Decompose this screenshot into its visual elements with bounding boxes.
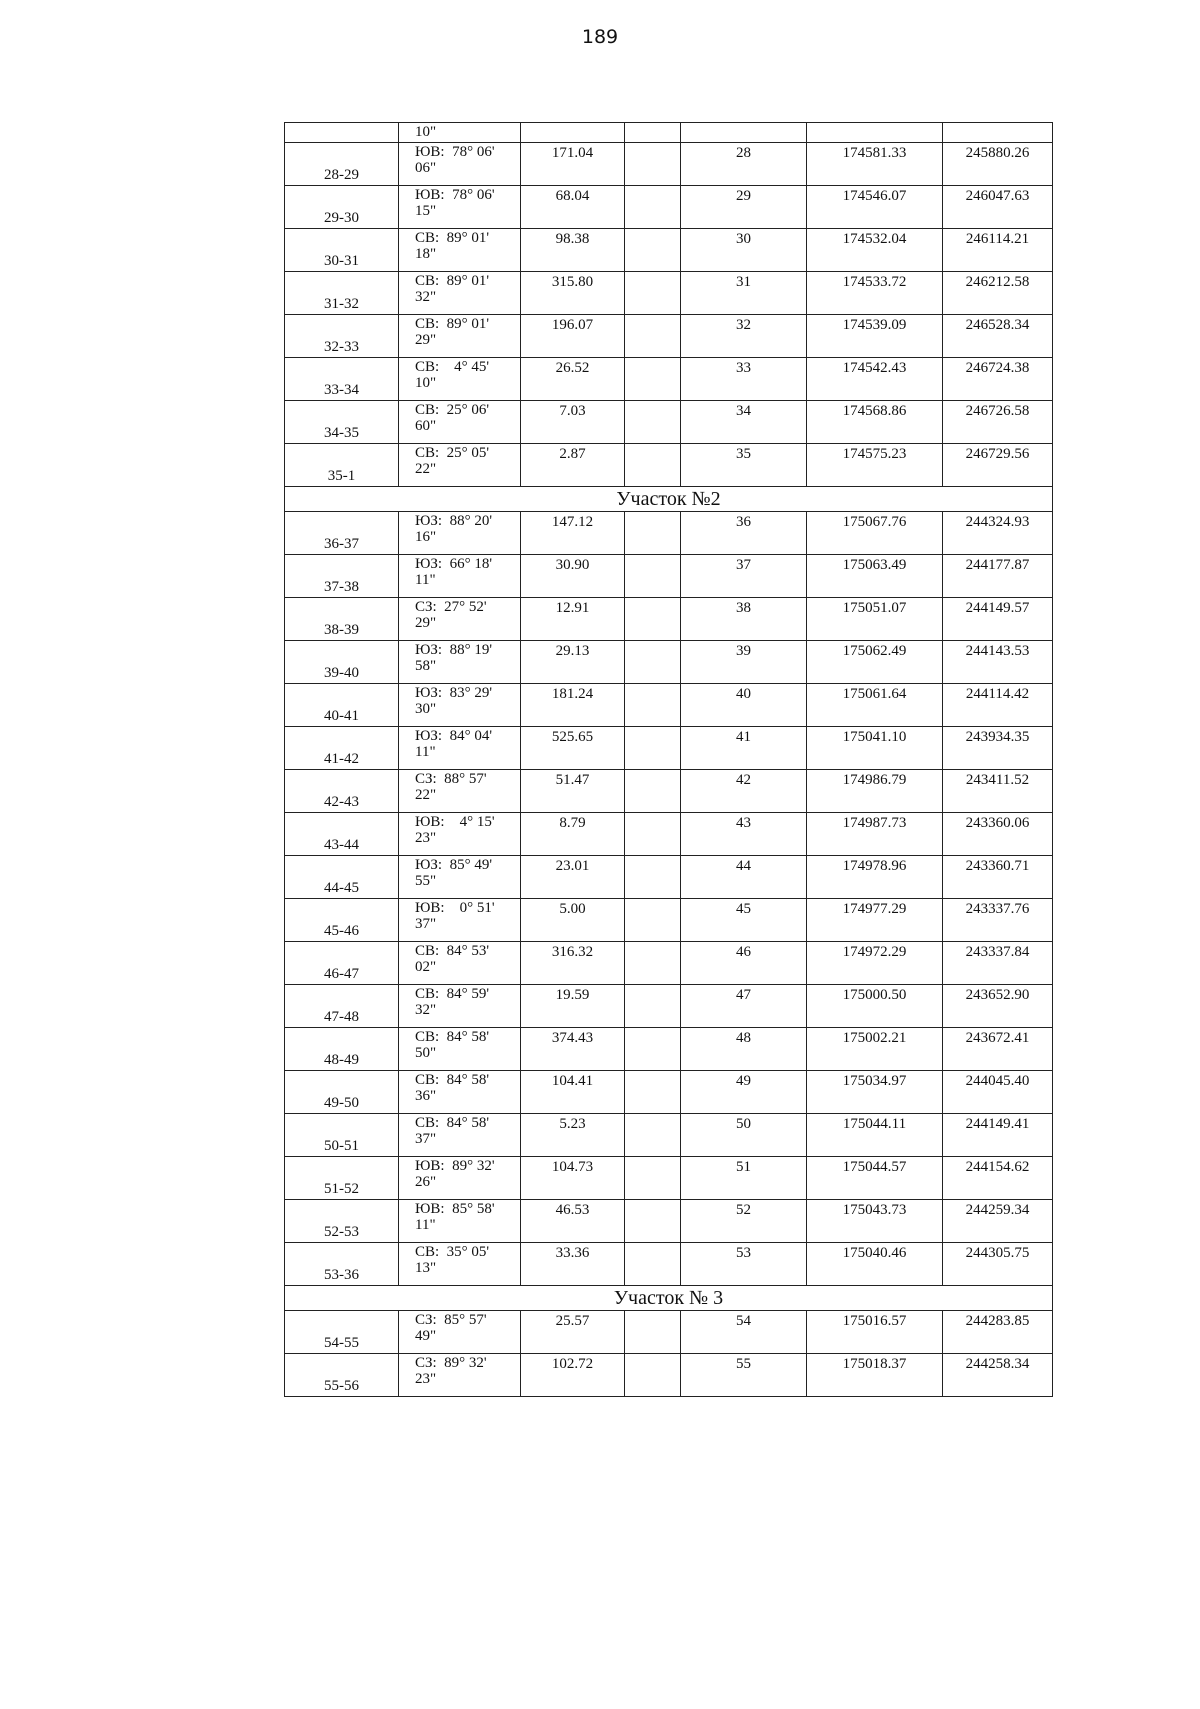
- bearing-angle: ЮВ: 85° 58': [415, 1201, 495, 1217]
- bearing-cell: [399, 315, 521, 358]
- section-header-row: [285, 1286, 1053, 1311]
- length-cell: 33.36: [521, 1243, 625, 1286]
- bearing-angle: ЮЗ: 66° 18': [415, 556, 493, 572]
- table-row: [285, 899, 1053, 942]
- point-cell: 55: [681, 1354, 807, 1397]
- length-cell: 181.24: [521, 684, 625, 727]
- x-cell: 174987.73: [807, 813, 943, 856]
- bearing-seconds: 11": [415, 744, 436, 760]
- point-cell: 36: [681, 512, 807, 555]
- y-cell: 246729.56: [943, 444, 1053, 487]
- length-cell: 7.03: [521, 401, 625, 444]
- bearing-angle: ЮВ: 78° 06': [415, 144, 495, 160]
- bearing-seconds: 37": [415, 1131, 437, 1147]
- bearing-cell: [399, 1311, 521, 1354]
- empty-cell: [625, 770, 681, 813]
- length-cell: 5.23: [521, 1114, 625, 1157]
- bearing-seconds: 06": [415, 160, 437, 176]
- bearing-seconds: 10": [415, 124, 437, 140]
- table-row: [285, 727, 1053, 770]
- length-cell: 315.80: [521, 272, 625, 315]
- bearing-angle: СЗ: 27° 52': [415, 599, 487, 615]
- x-cell: 175044.11: [807, 1114, 943, 1157]
- empty-cell: [625, 186, 681, 229]
- y-cell: 244177.87: [943, 555, 1053, 598]
- y-cell: 246724.38: [943, 358, 1053, 401]
- x-cell: 175061.64: [807, 684, 943, 727]
- bearing-cell: [399, 727, 521, 770]
- table-row: [285, 641, 1053, 684]
- table-row: [285, 942, 1053, 985]
- segment-cell: 52-53: [285, 1200, 399, 1243]
- bearing-angle: СВ: 89° 01': [415, 230, 490, 246]
- empty-cell: [625, 598, 681, 641]
- y-cell: 246114.21: [943, 229, 1053, 272]
- bearing-seconds: 23": [415, 1371, 437, 1387]
- bearing-angle: СВ: 89° 01': [415, 316, 490, 332]
- length-cell: 25.57: [521, 1311, 625, 1354]
- y-cell: 243934.35: [943, 727, 1053, 770]
- bearing-seconds: 60": [415, 418, 437, 434]
- segment-cell: 34-35: [285, 401, 399, 444]
- empty-cell: [625, 358, 681, 401]
- y-cell: 244143.53: [943, 641, 1053, 684]
- y-cell: 243672.41: [943, 1028, 1053, 1071]
- bearing-angle: ЮЗ: 83° 29': [415, 685, 493, 701]
- point-cell: 51: [681, 1157, 807, 1200]
- bearing-seconds: 32": [415, 289, 437, 305]
- empty-cell: [625, 1354, 681, 1397]
- empty-cell: [625, 727, 681, 770]
- bearing-seconds: 15": [415, 203, 437, 219]
- x-cell: 175041.10: [807, 727, 943, 770]
- length-cell: 19.59: [521, 985, 625, 1028]
- bearing-angle: ЮЗ: 84° 04': [415, 728, 493, 744]
- y-cell: 244149.57: [943, 598, 1053, 641]
- x-cell: 175016.57: [807, 1311, 943, 1354]
- point-cell: 50: [681, 1114, 807, 1157]
- length-cell: 104.41: [521, 1071, 625, 1114]
- point-cell: 53: [681, 1243, 807, 1286]
- point-cell: 43: [681, 813, 807, 856]
- bearing-angle: ЮЗ: 85° 49': [415, 857, 493, 873]
- bearing-cell: [399, 1071, 521, 1114]
- length-cell: 2.87: [521, 444, 625, 487]
- bearing-seconds: 23": [415, 830, 437, 846]
- bearing-angle: СВ: 25° 06': [415, 402, 490, 418]
- segment-cell: 53-36: [285, 1243, 399, 1286]
- segment-cell: 49-50: [285, 1071, 399, 1114]
- table-row: [285, 813, 1053, 856]
- y-cell: 244324.93: [943, 512, 1053, 555]
- point-cell: 39: [681, 641, 807, 684]
- bearing-cell: [399, 512, 521, 555]
- y-cell: 244283.85: [943, 1311, 1053, 1354]
- x-cell: 175000.50: [807, 985, 943, 1028]
- table-row: [285, 143, 1053, 186]
- bearing-seconds: 11": [415, 1217, 436, 1233]
- bearing-angle: ЮВ: 78° 06': [415, 187, 495, 203]
- length-cell: 171.04: [521, 143, 625, 186]
- bearing-cell: [399, 641, 521, 684]
- y-cell: 246047.63: [943, 186, 1053, 229]
- y-cell: 246212.58: [943, 272, 1053, 315]
- table-row: [285, 598, 1053, 641]
- point-cell: 30: [681, 229, 807, 272]
- coordinates-table: [284, 122, 1053, 1397]
- x-cell: 174542.43: [807, 358, 943, 401]
- table-row: [285, 1114, 1053, 1157]
- x-cell: 174972.29: [807, 942, 943, 985]
- bearing-cell: [399, 143, 521, 186]
- bearing-angle: СВ: 84° 58': [415, 1072, 490, 1088]
- empty-cell: [625, 899, 681, 942]
- segment-cell: 33-34: [285, 358, 399, 401]
- length-cell: 196.07: [521, 315, 625, 358]
- x-cell: 175044.57: [807, 1157, 943, 1200]
- bearing-angle: СВ: 84° 53': [415, 943, 490, 959]
- x-cell: 175034.97: [807, 1071, 943, 1114]
- segment-cell: 50-51: [285, 1114, 399, 1157]
- point-cell: 38: [681, 598, 807, 641]
- bearing-angle: СЗ: 89° 32': [415, 1355, 487, 1371]
- bearing-cell: [399, 813, 521, 856]
- bearing-angle: ЮВ: 0° 51': [415, 900, 495, 916]
- point-cell: 37: [681, 555, 807, 598]
- bearing-seconds: 29": [415, 332, 437, 348]
- length-cell: 26.52: [521, 358, 625, 401]
- point-cell: 29: [681, 186, 807, 229]
- table-row: [285, 1243, 1053, 1286]
- length-cell: 525.65: [521, 727, 625, 770]
- segment-cell: 35-1: [285, 444, 399, 487]
- segment-cell: 47-48: [285, 985, 399, 1028]
- bearing-angle: ЮВ: 89° 32': [415, 1158, 495, 1174]
- y-cell: 244114.42: [943, 684, 1053, 727]
- bearing-cell: [399, 401, 521, 444]
- y-cell: 243411.52: [943, 770, 1053, 813]
- y-cell: 244154.62: [943, 1157, 1053, 1200]
- table-row: [285, 1354, 1053, 1397]
- length-cell: 68.04: [521, 186, 625, 229]
- length-cell: 23.01: [521, 856, 625, 899]
- empty-cell: [625, 942, 681, 985]
- bearing-cell: [399, 942, 521, 985]
- empty-cell: [625, 1311, 681, 1354]
- segment-cell: 44-45: [285, 856, 399, 899]
- empty-cell: [625, 1200, 681, 1243]
- point-cell: 28: [681, 143, 807, 186]
- x-cell: 174539.09: [807, 315, 943, 358]
- point-cell: 45: [681, 899, 807, 942]
- table-row: [285, 856, 1053, 899]
- y-cell: 244258.34: [943, 1354, 1053, 1397]
- empty-cell: [625, 856, 681, 899]
- empty-cell: [625, 315, 681, 358]
- continuation-row: [285, 123, 1053, 143]
- point-cell: 44: [681, 856, 807, 899]
- empty-cell: [625, 512, 681, 555]
- segment-cell: 38-39: [285, 598, 399, 641]
- bearing-cell: [399, 555, 521, 598]
- bearing-seconds: 30": [415, 701, 437, 717]
- segment-cell: 31-32: [285, 272, 399, 315]
- empty-cell: [625, 272, 681, 315]
- bearing-angle: ЮВ: 4° 15': [415, 814, 495, 830]
- y-cell: 244045.40: [943, 1071, 1053, 1114]
- section-title: Участок №2: [285, 487, 1053, 512]
- length-cell: 147.12: [521, 512, 625, 555]
- y-cell: 243360.71: [943, 856, 1053, 899]
- x-cell: 175063.49: [807, 555, 943, 598]
- segment-cell: 46-47: [285, 942, 399, 985]
- bearing-seconds: 29": [415, 615, 437, 631]
- table-row: [285, 684, 1053, 727]
- empty-cell: [625, 1243, 681, 1286]
- segment-cell: 43-44: [285, 813, 399, 856]
- bearing-cell: [399, 358, 521, 401]
- point-cell: 41: [681, 727, 807, 770]
- segment-cell: 55-56: [285, 1354, 399, 1397]
- empty-cell: [625, 143, 681, 186]
- bearing-seconds: 32": [415, 1002, 437, 1018]
- bearing-seconds: 37": [415, 916, 437, 932]
- bearing-seconds: 11": [415, 572, 436, 588]
- x-cell: 174532.04: [807, 229, 943, 272]
- bearing-cell: [399, 1028, 521, 1071]
- empty-cell: [625, 229, 681, 272]
- segment-cell: 48-49: [285, 1028, 399, 1071]
- bearing-cell: [399, 770, 521, 813]
- bearing-seconds: 22": [415, 461, 437, 477]
- x-cell: 175062.49: [807, 641, 943, 684]
- point-cell: [681, 123, 807, 143]
- point-cell: 46: [681, 942, 807, 985]
- empty-cell: [625, 123, 681, 143]
- segment-cell: 39-40: [285, 641, 399, 684]
- length-cell: 5.00: [521, 899, 625, 942]
- segment-cell: 30-31: [285, 229, 399, 272]
- point-cell: 54: [681, 1311, 807, 1354]
- x-cell: 175040.46: [807, 1243, 943, 1286]
- length-cell: [521, 123, 625, 143]
- bearing-cell: [399, 186, 521, 229]
- empty-cell: [625, 444, 681, 487]
- bearing-angle: СВ: 84° 59': [415, 986, 490, 1002]
- bearing-angle: СЗ: 88° 57': [415, 771, 487, 787]
- table-row: [285, 555, 1053, 598]
- x-cell: 175051.07: [807, 598, 943, 641]
- table-row: [285, 512, 1053, 555]
- bearing-cell: [399, 985, 521, 1028]
- x-cell: 175018.37: [807, 1354, 943, 1397]
- length-cell: 12.91: [521, 598, 625, 641]
- table-row: [285, 1071, 1053, 1114]
- x-cell: 174575.23: [807, 444, 943, 487]
- length-cell: 102.72: [521, 1354, 625, 1397]
- point-cell: 42: [681, 770, 807, 813]
- x-cell: 175067.76: [807, 512, 943, 555]
- bearing-seconds: 26": [415, 1174, 437, 1190]
- bearing-cell: [399, 856, 521, 899]
- segment-cell: 29-30: [285, 186, 399, 229]
- bearing-angle: СВ: 25° 05': [415, 445, 490, 461]
- table-row: [285, 444, 1053, 487]
- bearing-seconds: 16": [415, 529, 437, 545]
- y-cell: 244259.34: [943, 1200, 1053, 1243]
- table-body: [285, 123, 1053, 1397]
- length-cell: 104.73: [521, 1157, 625, 1200]
- length-cell: 29.13: [521, 641, 625, 684]
- table-row: [285, 401, 1053, 444]
- segment-cell: 51-52: [285, 1157, 399, 1200]
- length-cell: 374.43: [521, 1028, 625, 1071]
- y-cell: 243337.76: [943, 899, 1053, 942]
- length-cell: 316.32: [521, 942, 625, 985]
- length-cell: 8.79: [521, 813, 625, 856]
- y-cell: [943, 123, 1053, 143]
- x-cell: 174978.96: [807, 856, 943, 899]
- page-number: 189: [581, 26, 619, 48]
- table-row: [285, 1157, 1053, 1200]
- empty-cell: [625, 813, 681, 856]
- table-row: [285, 1028, 1053, 1071]
- bearing-angle: СЗ: 85° 57': [415, 1312, 487, 1328]
- empty-cell: [625, 985, 681, 1028]
- bearing-seconds: 58": [415, 658, 437, 674]
- bearing-cell: [399, 1157, 521, 1200]
- section-header-row: [285, 487, 1053, 512]
- segment-cell: 36-37: [285, 512, 399, 555]
- x-cell: 175002.21: [807, 1028, 943, 1071]
- segment-cell: 28-29: [285, 143, 399, 186]
- length-cell: 51.47: [521, 770, 625, 813]
- empty-cell: [625, 1028, 681, 1071]
- table-row: [285, 186, 1053, 229]
- x-cell: 174581.33: [807, 143, 943, 186]
- bearing-angle: СВ: 89° 01': [415, 273, 490, 289]
- table-row: [285, 985, 1053, 1028]
- empty-cell: [625, 1114, 681, 1157]
- bearing-angle: СВ: 4° 45': [415, 359, 490, 375]
- bearing-cell: [399, 444, 521, 487]
- bearing-seconds: 02": [415, 959, 437, 975]
- y-cell: 243652.90: [943, 985, 1053, 1028]
- y-cell: 246726.58: [943, 401, 1053, 444]
- length-cell: 46.53: [521, 1200, 625, 1243]
- bearing-angle: СВ: 84° 58': [415, 1029, 490, 1045]
- point-cell: 33: [681, 358, 807, 401]
- bearing-seconds: 10": [415, 375, 437, 391]
- segment-cell: [285, 123, 399, 143]
- table-row: [285, 1311, 1053, 1354]
- segment-cell: 32-33: [285, 315, 399, 358]
- point-cell: 48: [681, 1028, 807, 1071]
- bearing-seconds: 13": [415, 1260, 437, 1276]
- segment-cell: 41-42: [285, 727, 399, 770]
- y-cell: 246528.34: [943, 315, 1053, 358]
- table-row: [285, 1200, 1053, 1243]
- segment-cell: 45-46: [285, 899, 399, 942]
- empty-cell: [625, 641, 681, 684]
- bearing-angle: СВ: 84° 58': [415, 1115, 490, 1131]
- bearing-angle: ЮЗ: 88° 19': [415, 642, 493, 658]
- empty-cell: [625, 401, 681, 444]
- point-cell: 40: [681, 684, 807, 727]
- bearing-cell: [399, 899, 521, 942]
- segment-cell: 40-41: [285, 684, 399, 727]
- point-cell: 47: [681, 985, 807, 1028]
- point-cell: 35: [681, 444, 807, 487]
- y-cell: 243337.84: [943, 942, 1053, 985]
- table-row: [285, 358, 1053, 401]
- point-cell: 31: [681, 272, 807, 315]
- segment-cell: 42-43: [285, 770, 399, 813]
- x-cell: 174568.86: [807, 401, 943, 444]
- y-cell: 244305.75: [943, 1243, 1053, 1286]
- bearing-angle: СВ: 35° 05': [415, 1244, 490, 1260]
- bearing-angle: ЮЗ: 88° 20': [415, 513, 493, 529]
- bearing-cell: [399, 123, 521, 143]
- bearing-seconds: 22": [415, 787, 437, 803]
- x-cell: 174533.72: [807, 272, 943, 315]
- length-cell: 30.90: [521, 555, 625, 598]
- point-cell: 34: [681, 401, 807, 444]
- empty-cell: [625, 684, 681, 727]
- y-cell: 245880.26: [943, 143, 1053, 186]
- empty-cell: [625, 1157, 681, 1200]
- bearing-cell: [399, 598, 521, 641]
- point-cell: 32: [681, 315, 807, 358]
- x-cell: 174986.79: [807, 770, 943, 813]
- bearing-cell: [399, 1114, 521, 1157]
- x-cell: 174546.07: [807, 186, 943, 229]
- bearing-seconds: 49": [415, 1328, 437, 1344]
- bearing-seconds: 50": [415, 1045, 437, 1061]
- table-row: [285, 272, 1053, 315]
- bearing-cell: [399, 1354, 521, 1397]
- x-cell: 175043.73: [807, 1200, 943, 1243]
- table-row: [285, 315, 1053, 358]
- point-cell: 49: [681, 1071, 807, 1114]
- bearing-seconds: 55": [415, 873, 437, 889]
- table-row: [285, 770, 1053, 813]
- empty-cell: [625, 1071, 681, 1114]
- empty-cell: [625, 555, 681, 598]
- y-cell: 243360.06: [943, 813, 1053, 856]
- point-cell: 52: [681, 1200, 807, 1243]
- segment-cell: 54-55: [285, 1311, 399, 1354]
- bearing-cell: [399, 684, 521, 727]
- bearing-cell: [399, 1243, 521, 1286]
- x-cell: [807, 123, 943, 143]
- segment-cell: 37-38: [285, 555, 399, 598]
- bearing-seconds: 18": [415, 246, 437, 262]
- x-cell: 174977.29: [807, 899, 943, 942]
- length-cell: 98.38: [521, 229, 625, 272]
- y-cell: 244149.41: [943, 1114, 1053, 1157]
- table-row: [285, 229, 1053, 272]
- bearing-cell: [399, 229, 521, 272]
- bearing-cell: [399, 1200, 521, 1243]
- section-title: Участок № 3: [285, 1286, 1053, 1311]
- bearing-seconds: 36": [415, 1088, 437, 1104]
- bearing-cell: [399, 272, 521, 315]
